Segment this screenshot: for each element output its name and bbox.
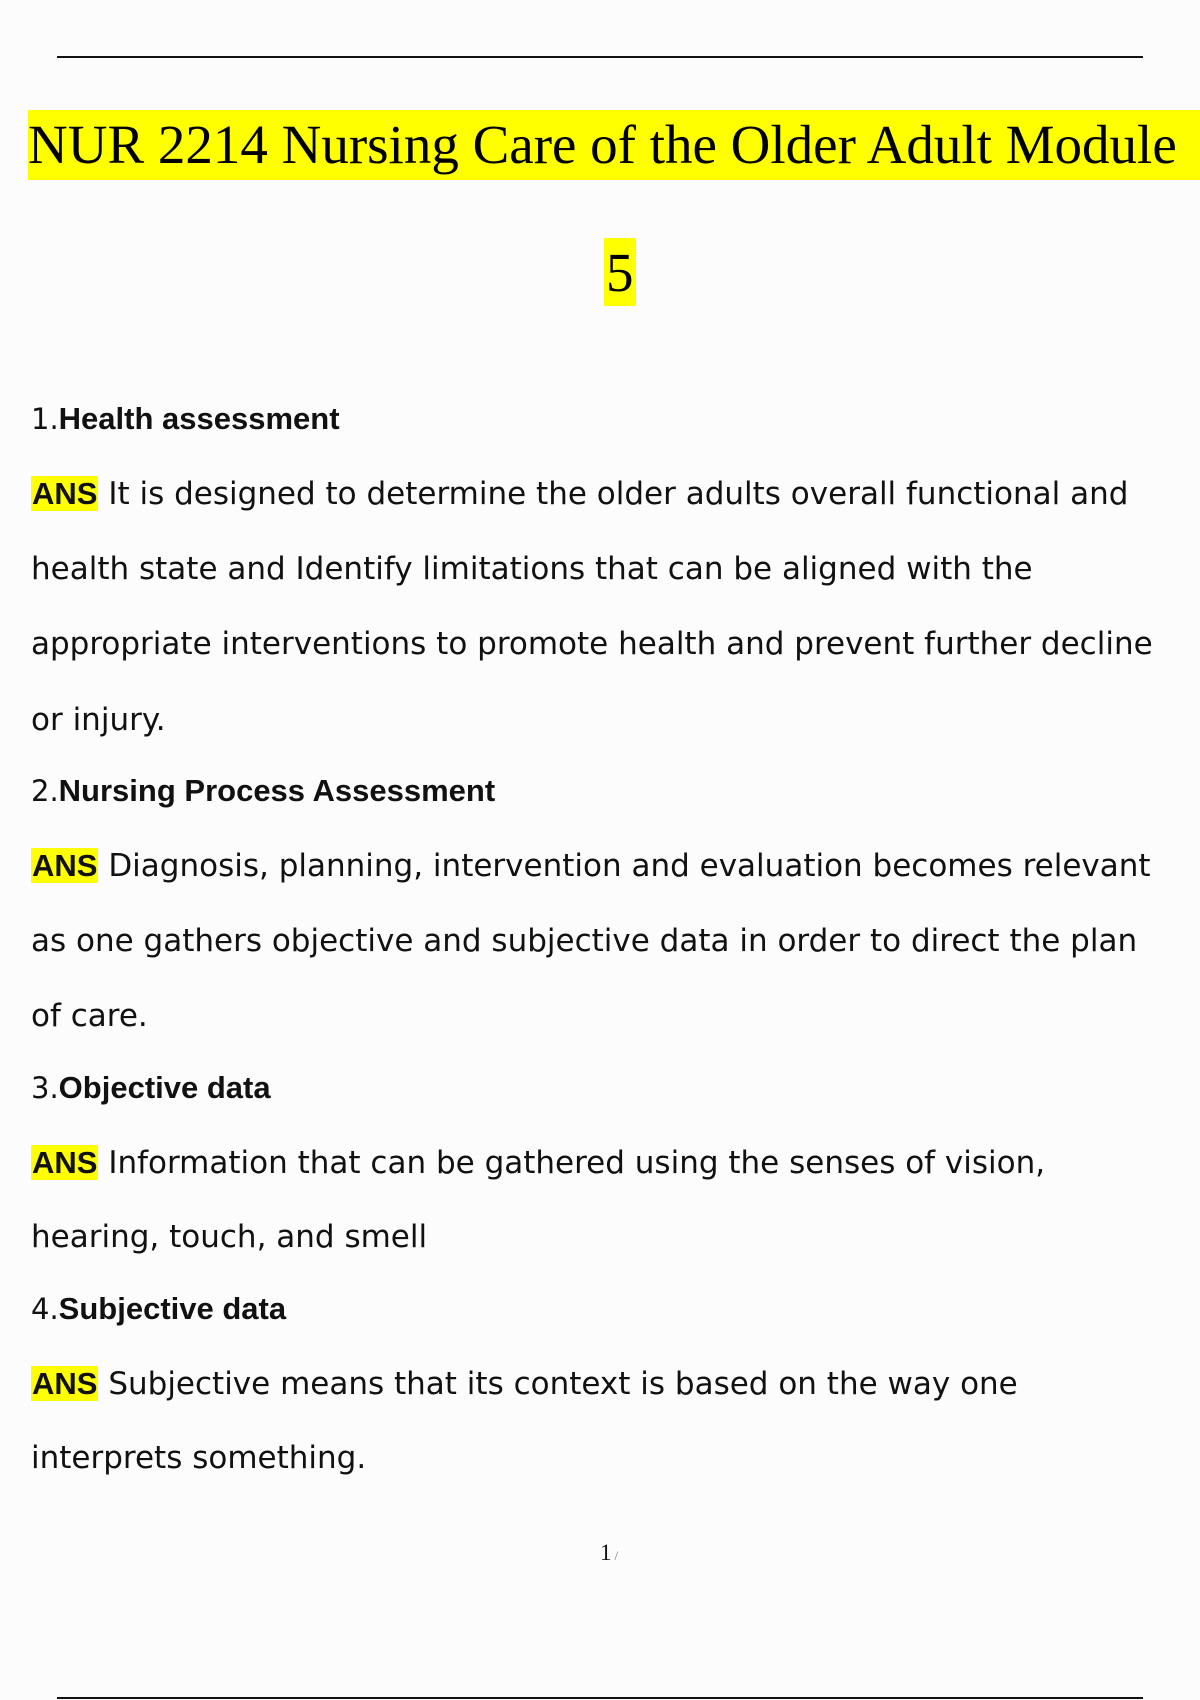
answer-2 <box>31 828 1200 1055</box>
question-4 <box>31 1276 1200 1346</box>
answer-text: Subjective means that its context is based on the way one <box>108 1365 1018 1402</box>
answer-text: Diagnosis, planning, intervention and evaluation becomes relevant <box>108 848 1151 884</box>
answer-line: or injury. <box>31 701 166 738</box>
page-number-suffix: / <box>614 1548 619 1563</box>
qa-item-4 <box>31 1276 1200 1497</box>
answer-line: hearing, touch, and smell <box>31 1219 428 1255</box>
answer-line: appropriate interventions to promote health and prevent further decline <box>31 626 1153 662</box>
answer-3 <box>31 1125 1200 1276</box>
page-number <box>600 1540 618 1566</box>
answer-line: as one gathers objective and subjective data in order to direct the plan <box>31 922 1138 959</box>
answer-line: health state and Identify limitations that can be aligned with the <box>31 550 1033 587</box>
question-number: 1. <box>31 402 59 436</box>
document-title: NUR 2214 Nursing Care of the Older Adult Module <box>28 110 1200 180</box>
answer-line <box>31 828 1200 904</box>
answer-4 <box>31 1346 1200 1497</box>
ans-label: ANS <box>32 476 98 511</box>
answer-line <box>31 1346 1200 1422</box>
question-2 <box>31 758 1200 828</box>
qa-item-2 <box>31 758 1200 1055</box>
answer-text: It is designed to determine the older adults overall functional and <box>108 476 1129 512</box>
question-text: Health assessment <box>58 401 340 436</box>
question-number: 3. <box>31 1070 59 1105</box>
question-1 <box>31 386 1200 456</box>
page-number-value: 1 <box>600 1540 612 1565</box>
question-text: Subjective data <box>58 1290 287 1326</box>
bottom-rule <box>57 1697 1143 1699</box>
answer-text: Information that can be gathered using the senses of vision, <box>108 1144 1046 1181</box>
question-number: 2. <box>31 774 59 808</box>
question-text: Objective data <box>58 1069 271 1105</box>
answer-1 <box>31 456 1200 758</box>
qa-list <box>31 386 1200 1497</box>
answer-line <box>31 456 1200 532</box>
answer-line: of care. <box>31 998 148 1034</box>
question-text: Nursing Process Assessment <box>58 773 496 808</box>
ans-label: ANS <box>32 848 98 883</box>
top-rule <box>57 56 1143 58</box>
qa-item-1 <box>31 386 1200 758</box>
ans-label: ANS <box>32 1144 98 1180</box>
qa-item-3 <box>31 1055 1200 1276</box>
document-title-module-number: 5 <box>604 238 636 306</box>
question-3 <box>31 1055 1200 1125</box>
answer-line: interprets something. <box>31 1440 367 1476</box>
answer-line <box>31 1125 1200 1201</box>
question-number: 4. <box>31 1291 59 1326</box>
ans-label: ANS <box>32 1365 98 1401</box>
